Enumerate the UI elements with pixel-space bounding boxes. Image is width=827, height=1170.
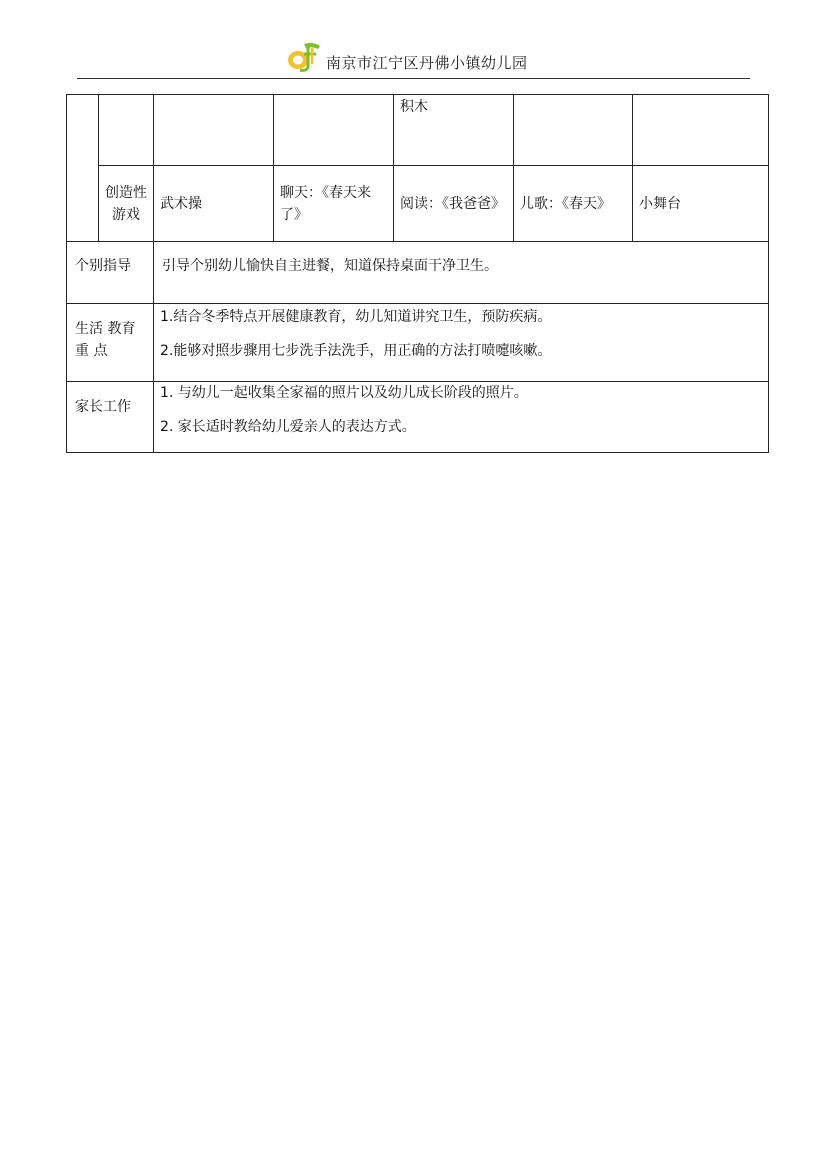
table-row bbox=[67, 304, 769, 382]
header-divider bbox=[77, 78, 750, 79]
activity-cell: 武术操 bbox=[154, 166, 274, 242]
list-item: 1.结合冬季特点开展健康教育，幼儿知道讲究卫生，预防疾病。 bbox=[160, 309, 552, 325]
weekly-plan-table bbox=[66, 94, 769, 453]
blank-cell bbox=[67, 95, 99, 242]
table-row bbox=[67, 166, 769, 242]
parent-work-content bbox=[154, 382, 769, 453]
blank-cell bbox=[99, 95, 154, 166]
activity-cell: 聊天：《春天来了》 bbox=[274, 166, 394, 242]
activity-cell: 小舞台 bbox=[633, 166, 769, 242]
blank-cell bbox=[633, 95, 769, 166]
blank-cell bbox=[274, 95, 394, 166]
list-item: 1. 与幼儿一起收集全家福的照片以及幼儿成长阶段的照片。 bbox=[160, 385, 528, 401]
list-item: 2. 家长适时教给幼儿爱亲人的表达方式。 bbox=[160, 419, 416, 435]
list-item: 2.能够对照步骤用七步洗手法洗手，用正确的方法打喷嚏咳嗽。 bbox=[160, 343, 552, 359]
blank-cell bbox=[514, 95, 633, 166]
parent-work-label: 家长工作 bbox=[67, 382, 154, 453]
individual-guidance-text: 引导个别幼儿愉快自主进餐，知道保持桌面干净卫生。 bbox=[154, 242, 769, 304]
table-row bbox=[67, 95, 769, 166]
activity-cell: 儿歌：《春天》 bbox=[514, 166, 633, 242]
table-row bbox=[67, 242, 769, 304]
school-name: 南京市江宁区丹佛小镇幼儿园 bbox=[326, 54, 528, 72]
page-header bbox=[0, 0, 827, 80]
activity-cell: 积木 bbox=[394, 95, 514, 166]
blank-cell bbox=[154, 95, 274, 166]
table-row bbox=[67, 382, 769, 453]
kindergarten-logo-icon bbox=[284, 40, 324, 72]
individual-guidance-label: 个别指导 bbox=[67, 242, 154, 304]
creative-game-label: 创造性游戏 bbox=[99, 166, 154, 242]
activity-cell: 阅读：《我爸爸》 bbox=[394, 166, 514, 242]
life-education-content bbox=[154, 304, 769, 382]
life-education-label: 生活 教育 重 点 bbox=[67, 304, 154, 382]
